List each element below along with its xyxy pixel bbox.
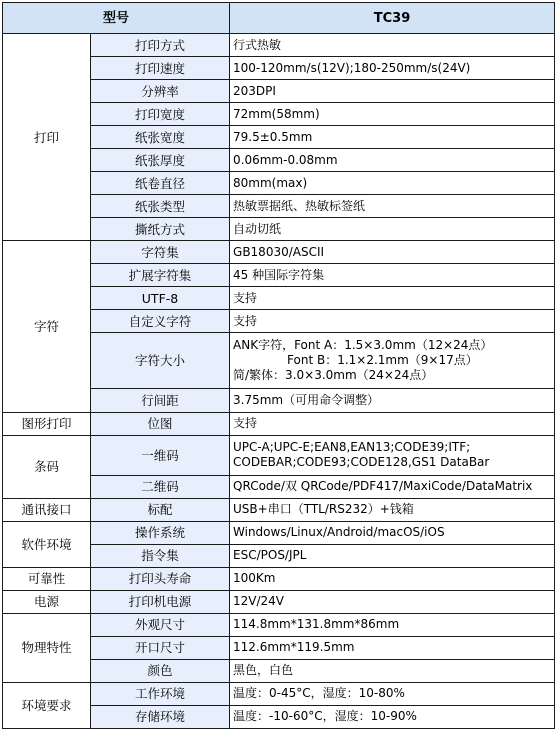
- char-size-line: 简/繁体：3.0×3.0mm（24×24点）: [233, 368, 434, 383]
- table-row: [3, 590, 555, 613]
- model-header-label: 型号: [3, 3, 230, 34]
- item-label: 纸卷直径: [91, 172, 230, 195]
- category-graphics: 图形打印: [3, 412, 91, 435]
- item-label: 操作系统: [91, 521, 230, 544]
- item-value: USB+串口（TTL/RS232）+钱箱: [230, 498, 555, 521]
- item-label: 打印宽度: [91, 103, 230, 126]
- item-label: 开口尺寸: [91, 636, 230, 659]
- item-value: 72mm(58mm): [230, 103, 555, 126]
- item-label: 打印速度: [91, 57, 230, 80]
- item-value: Windows/Linux/Android/macOS/iOS: [230, 521, 555, 544]
- item-label: 扩展字符集: [91, 264, 230, 287]
- item-label: 撕纸方式: [91, 218, 230, 241]
- table-row: [3, 521, 555, 544]
- item-label: 打印机电源: [91, 590, 230, 613]
- item-value: GB18030/ASCII: [230, 241, 555, 264]
- category-physical: 物理特性: [3, 613, 91, 682]
- item-value: 80mm(max): [230, 172, 555, 195]
- barcode-line: CODEBAR;CODE93;CODE128,GS1 DataBar: [233, 455, 490, 470]
- item-value: 支持: [230, 310, 555, 333]
- item-value: 0.06mm-0.08mm: [230, 149, 555, 172]
- item-value: QRCode/双 QRCode/PDF417/MaxiCode/DataMatrix: [230, 475, 555, 498]
- item-value: 112.6mm*119.5mm: [230, 636, 555, 659]
- table-row: [3, 435, 555, 475]
- table-row: [3, 682, 555, 705]
- item-label: 存储环境: [91, 705, 230, 728]
- item-value: 温度：0-45°C，湿度：10-80%: [230, 682, 555, 705]
- item-label: 行间距: [91, 389, 230, 412]
- category-barcode: 条码: [3, 435, 91, 498]
- table-row: [3, 412, 555, 435]
- category-chars: 字符: [3, 241, 91, 412]
- item-label: 颜色: [91, 659, 230, 682]
- item-label: 字符集: [91, 241, 230, 264]
- char-size-line: Font B：1.1×2.1mm（9×17点）: [287, 353, 478, 368]
- item-value: 100-120mm/s(12V);180-250mm/s(24V): [230, 57, 555, 80]
- item-label: 字符大小: [91, 333, 230, 389]
- item-value: ESC/POS/JPL: [230, 544, 555, 567]
- item-value: 温度：-10-60°C，湿度：10-90%: [230, 705, 555, 728]
- item-label: 自定义字符: [91, 310, 230, 333]
- category-interface: 通讯接口: [3, 498, 91, 521]
- char-size-line: ANK字符，Font A：1.5×3.0mm（12×24点）: [233, 338, 493, 353]
- item-label: 标配: [91, 498, 230, 521]
- item-label: 工作环境: [91, 682, 230, 705]
- item-value: 12V/24V: [230, 590, 555, 613]
- item-value: 自动切纸: [230, 218, 555, 241]
- item-label: 位图: [91, 412, 230, 435]
- item-value: 79.5±0.5mm: [230, 126, 555, 149]
- item-value-multiline: [230, 333, 555, 389]
- item-label: 指令集: [91, 544, 230, 567]
- category-power: 电源: [3, 590, 91, 613]
- category-print: 打印: [3, 34, 91, 241]
- item-label: UTF-8: [91, 287, 230, 310]
- item-value: 100Km: [230, 567, 555, 590]
- item-label: 外观尺寸: [91, 613, 230, 636]
- item-label: 纸张厚度: [91, 149, 230, 172]
- table-row: [3, 241, 555, 264]
- item-value: 支持: [230, 287, 555, 310]
- item-value-multiline: [230, 435, 555, 475]
- item-value: 45 种国际字符集: [230, 264, 555, 287]
- table-row: [3, 34, 555, 57]
- category-reliability: 可靠性: [3, 567, 91, 590]
- table-row: [3, 498, 555, 521]
- item-value: 黑色，白色: [230, 659, 555, 682]
- item-value: 热敏票据纸、热敏标签纸: [230, 195, 555, 218]
- item-label: 纸张宽度: [91, 126, 230, 149]
- table-row: [3, 567, 555, 590]
- barcode-line: UPC-A;UPC-E;EAN8,EAN13;CODE39;ITF;: [233, 440, 471, 455]
- item-value: 行式热敏: [230, 34, 555, 57]
- item-value: 3.75mm（可用命令调整）: [230, 389, 555, 412]
- item-value: 支持: [230, 412, 555, 435]
- item-label: 分辨率: [91, 80, 230, 103]
- spec-table: [2, 2, 555, 729]
- category-environment: 环境要求: [3, 682, 91, 728]
- category-software: 软件环境: [3, 521, 91, 567]
- item-label: 打印头寿命: [91, 567, 230, 590]
- table-row: [3, 613, 555, 636]
- header-row: [3, 3, 555, 34]
- model-header-value: TC39: [230, 3, 555, 34]
- item-label: 纸张类型: [91, 195, 230, 218]
- item-label: 一维码: [91, 435, 230, 475]
- item-label: 二维码: [91, 475, 230, 498]
- item-label: 打印方式: [91, 34, 230, 57]
- item-value: 114.8mm*131.8mm*86mm: [230, 613, 555, 636]
- item-value: 203DPI: [230, 80, 555, 103]
